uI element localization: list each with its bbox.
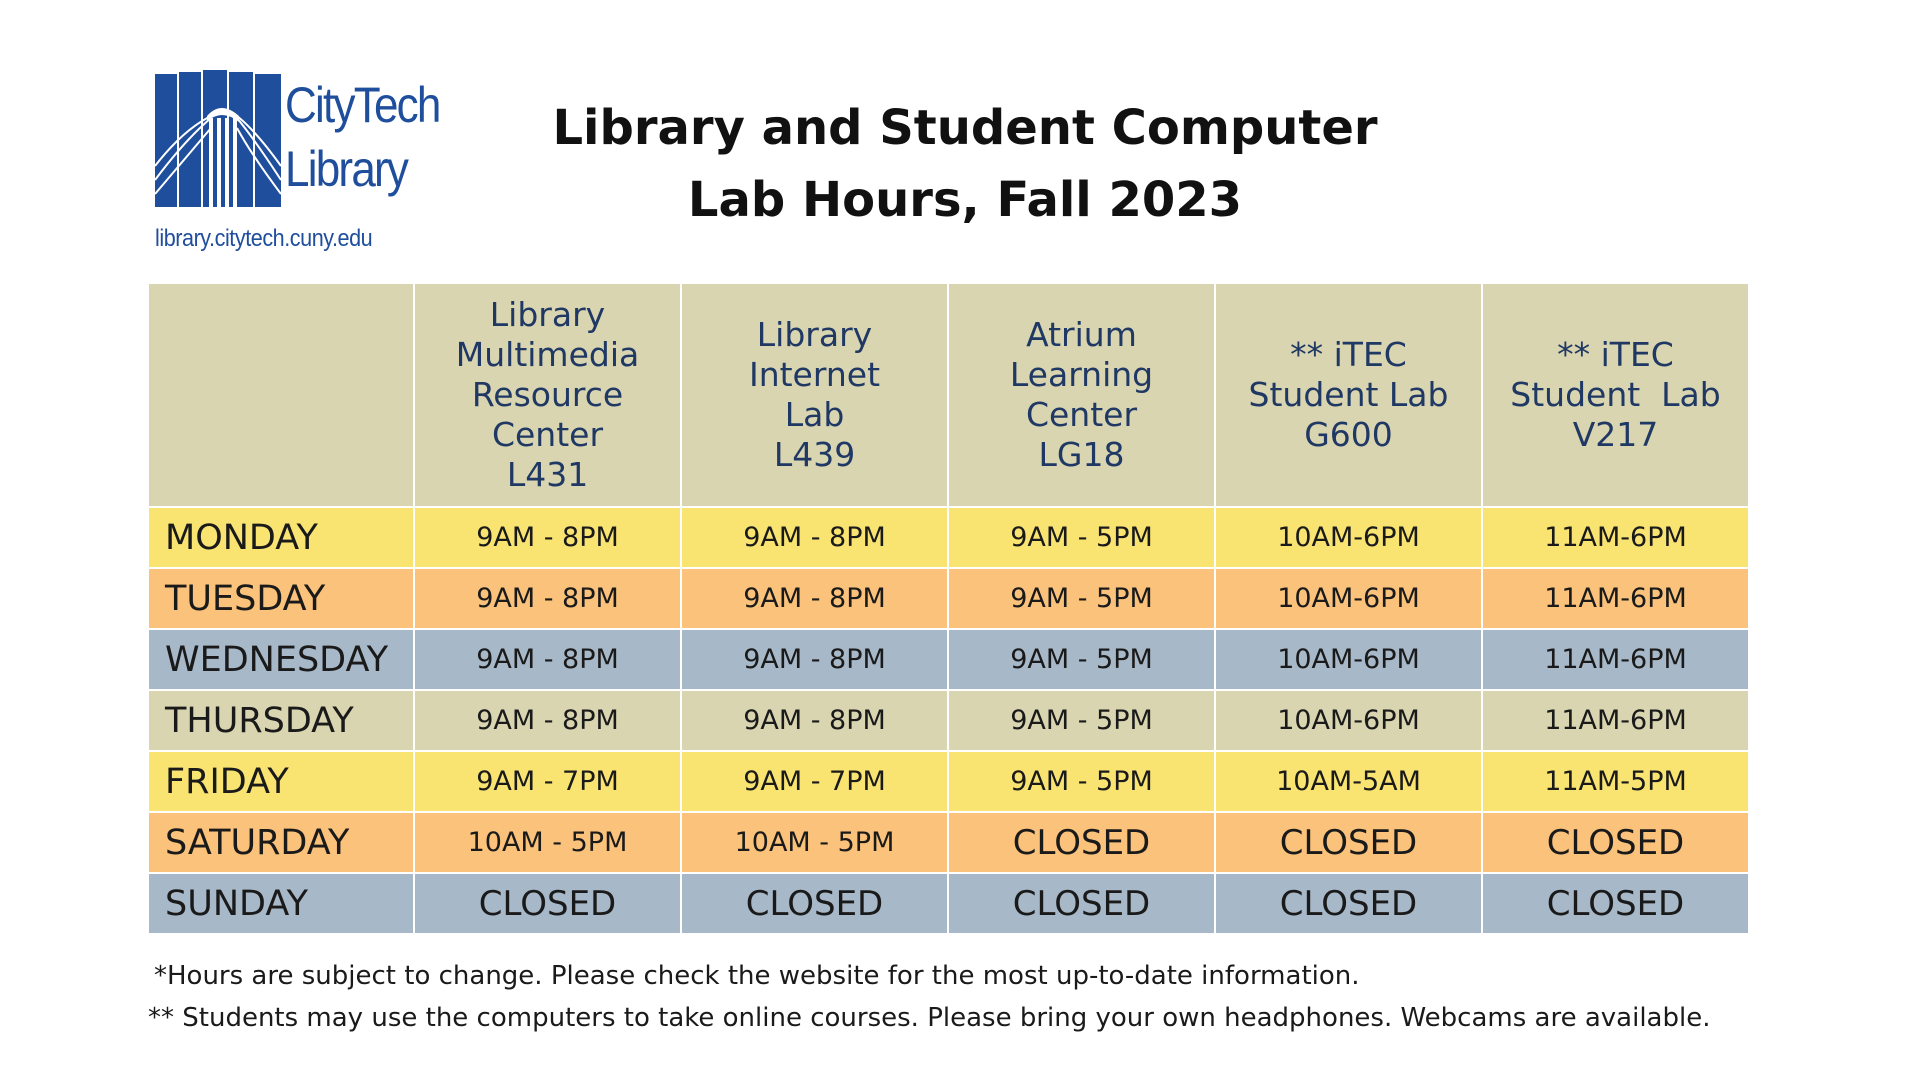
hours-cell: 10AM-6PM xyxy=(1215,568,1482,629)
column-header-l439 xyxy=(681,283,948,507)
hours-cell: 9AM - 5PM xyxy=(948,690,1215,751)
table-row xyxy=(148,507,1749,568)
header-line: V217 xyxy=(1572,415,1659,454)
logo-url[interactable]: library.citytech.cuny.edu xyxy=(155,225,373,252)
footnote-online-courses: ** Students may use the computers to take online courses. Please bring your own headphones. Webcams are available. xyxy=(148,1003,1711,1033)
day-cell: WEDNESDAY xyxy=(148,629,414,690)
header-line: Library xyxy=(756,315,873,354)
hours-cell: 9AM - 8PM xyxy=(414,568,681,629)
header-line: Center xyxy=(1025,395,1138,434)
header-line: Learning xyxy=(1009,355,1154,394)
hours-cell: 9AM - 8PM xyxy=(414,629,681,690)
header-line: Resource xyxy=(471,375,624,414)
hours-cell: 10AM - 5PM xyxy=(414,812,681,873)
header-line: ** iTEC xyxy=(1557,335,1674,374)
hours-cell: 10AM-5AM xyxy=(1215,751,1482,812)
hours-cell: 11AM-6PM xyxy=(1482,629,1749,690)
header-line: L431 xyxy=(506,455,589,494)
footnote-hours-subject-to-change: *Hours are subject to change. Please check the website for the most up-to-date information. xyxy=(154,961,1360,991)
header-line: G600 xyxy=(1304,415,1393,454)
hours-cell: 9AM - 8PM xyxy=(414,690,681,751)
hours-cell: CLOSED xyxy=(1482,873,1749,934)
hours-cell: 9AM - 7PM xyxy=(414,751,681,812)
hours-cell: CLOSED xyxy=(948,873,1215,934)
footnotes xyxy=(148,955,1908,1039)
title-line1: Library and Student Computer xyxy=(552,100,1378,156)
header-line: Internet xyxy=(748,355,881,394)
header-line: ** iTEC xyxy=(1290,335,1407,374)
header-line: Library xyxy=(489,295,606,334)
title-line2: Lab Hours, Fall 2023 xyxy=(687,172,1243,228)
hours-cell: 9AM - 8PM xyxy=(681,507,948,568)
citytech-library-logo xyxy=(155,70,455,260)
hours-cell: 11AM-6PM xyxy=(1482,690,1749,751)
header-line: Center xyxy=(491,415,604,454)
bridge-books-logo-icon xyxy=(155,70,283,207)
hours-cell: 11AM-5PM xyxy=(1482,751,1749,812)
table-header-row xyxy=(148,283,1749,507)
hours-cell: CLOSED xyxy=(414,873,681,934)
hours-cell: 11AM-6PM xyxy=(1482,568,1749,629)
hours-cell: 9AM - 8PM xyxy=(414,507,681,568)
logo-brand-line1: CityTech xyxy=(285,77,440,133)
day-cell: MONDAY xyxy=(148,507,414,568)
hours-cell: CLOSED xyxy=(1482,812,1749,873)
table-row xyxy=(148,873,1749,934)
hours-cell: 10AM-6PM xyxy=(1215,507,1482,568)
logo-brand-line2: Library xyxy=(285,141,408,197)
header-line: Student Lab xyxy=(1510,375,1721,414)
column-header-l431 xyxy=(414,283,681,507)
hours-cell: 9AM - 5PM xyxy=(948,568,1215,629)
day-cell: TUESDAY xyxy=(148,568,414,629)
column-header-g600 xyxy=(1215,283,1482,507)
hours-cell: 10AM - 5PM xyxy=(681,812,948,873)
table-row xyxy=(148,751,1749,812)
table-row xyxy=(148,568,1749,629)
hours-cell: CLOSED xyxy=(1215,812,1482,873)
header-corner-cell xyxy=(148,283,414,507)
day-cell: THURSDAY xyxy=(148,690,414,751)
header-line: Multimedia xyxy=(455,335,640,374)
hours-cell: 11AM-6PM xyxy=(1482,507,1749,568)
hours-cell: CLOSED xyxy=(1215,873,1482,934)
day-cell: FRIDAY xyxy=(148,751,414,812)
table-row xyxy=(148,812,1749,873)
header-line: LG18 xyxy=(1038,435,1125,474)
hours-cell: 10AM-6PM xyxy=(1215,629,1482,690)
header-line: Lab xyxy=(784,395,845,434)
column-header-v217 xyxy=(1482,283,1749,507)
hours-cell: 9AM - 8PM xyxy=(681,568,948,629)
hours-cell: 9AM - 8PM xyxy=(681,629,948,690)
hours-cell: CLOSED xyxy=(948,812,1215,873)
column-header-lg18 xyxy=(948,283,1215,507)
hours-cell: 9AM - 7PM xyxy=(681,751,948,812)
table-row xyxy=(148,629,1749,690)
hours-cell: 9AM - 5PM xyxy=(948,507,1215,568)
hours-cell: 10AM-6PM xyxy=(1215,690,1482,751)
lab-hours-table xyxy=(147,282,1750,935)
header-line: Student Lab xyxy=(1248,375,1449,414)
day-cell: SATURDAY xyxy=(148,812,414,873)
table-row xyxy=(148,690,1749,751)
hours-cell: 9AM - 5PM xyxy=(948,751,1215,812)
hours-cell: 9AM - 5PM xyxy=(948,629,1215,690)
header-line: L439 xyxy=(773,435,856,474)
day-cell: SUNDAY xyxy=(148,873,414,934)
page-title xyxy=(500,92,1430,236)
header-line: Atrium xyxy=(1026,315,1137,354)
hours-cell: 9AM - 8PM xyxy=(681,690,948,751)
hours-cell: CLOSED xyxy=(681,873,948,934)
